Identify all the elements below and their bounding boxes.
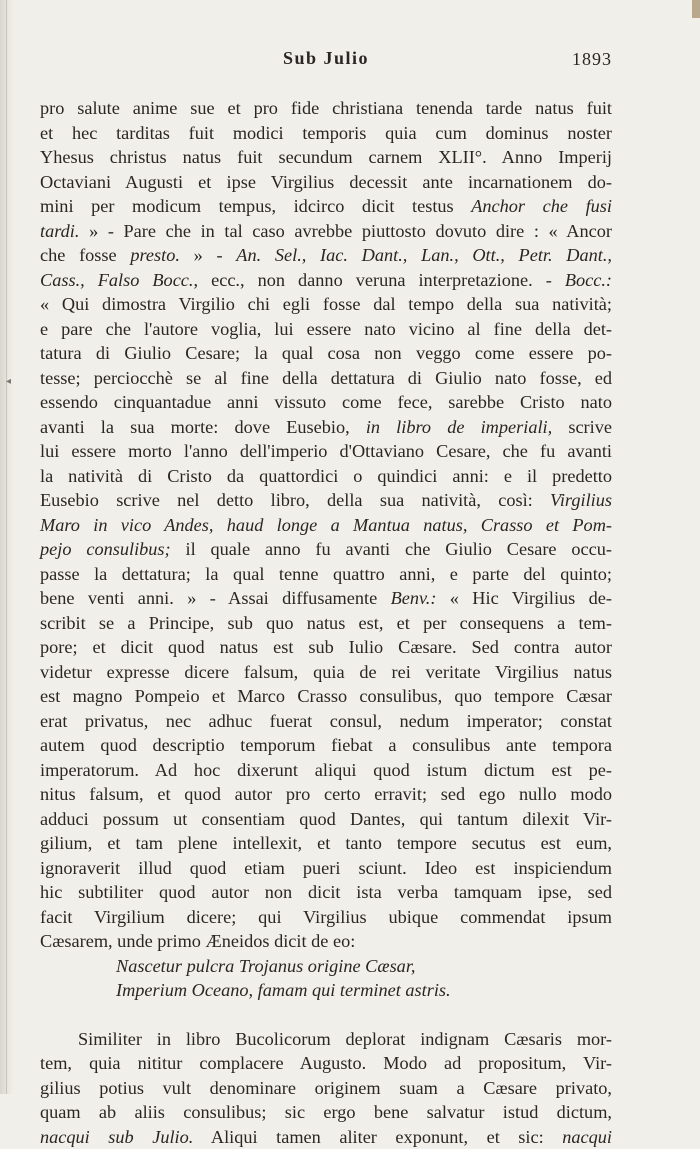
text-segment: « Qui dimostra Virgilio chi egli fosse dal tempo della sua natività; — [40, 294, 612, 314]
text-line — [40, 96, 612, 121]
text-segment: tatura di Giulio Cesare; la qual cosa non veggo come essere po- — [40, 343, 612, 363]
text-line — [40, 660, 612, 685]
text-segment: avanti la sua morte: dove Eusebio, — [40, 417, 366, 437]
page-number: 1893 — [572, 49, 612, 70]
text-segment: videtur expresse dicere falsum, quia de rei veritate Virgilius natus — [40, 662, 612, 682]
binding-fold-line — [6, 0, 7, 1094]
text-segment: pro salute anime sue et pro fide christiana tenenda tarde natus fuit — [40, 98, 612, 118]
text-segment: bene venti anni. » - Assai diffusamente — [40, 588, 391, 608]
text-segment: adduci possum ut consentiam quod Dantes, qui tantum dilexit Vir- — [40, 809, 612, 829]
text-line — [40, 317, 612, 342]
text-segment: la natività di Cristo da quattordici o quindici anni: e il predetto — [40, 466, 612, 486]
italic-segment: Benv.: — [391, 588, 437, 608]
text-line — [40, 880, 612, 905]
text-segment: che fosse — [40, 245, 130, 265]
text-line — [40, 1125, 612, 1149]
text-line — [40, 366, 612, 391]
text-segment: Aliqui tamen aliter exponunt, et sic: — [193, 1127, 562, 1147]
paragraph-gap — [40, 1003, 612, 1027]
italic-segment: nacqui — [562, 1127, 612, 1147]
margin-mark: ◂ — [6, 376, 11, 387]
text-line — [40, 488, 612, 513]
text-segment: imperatorum. Ad hoc dixerunt aliqui quod istum dictum est pe- — [40, 760, 612, 780]
running-title: Sub Julio — [40, 48, 612, 69]
text-line — [40, 243, 612, 268]
text-line — [40, 905, 612, 930]
text-line — [40, 341, 612, 366]
text-segment: hic subtiliter quod autor non dicit ista verba tamquam ipse, sed — [40, 882, 612, 902]
text-segment: Similiter in libro Bucolicorum deplorat indignam Cæsaris mor- — [78, 1029, 612, 1049]
italic-segment: Virgilius — [550, 490, 612, 510]
text-line — [40, 1027, 612, 1052]
verse-line: Imperium Oceano, famam qui terminet astris. — [40, 978, 612, 1003]
text-line — [40, 807, 612, 832]
text-line — [40, 145, 612, 170]
text-segment: erat privatus, nec adhuc fuerat consul, nedum imperator; constat — [40, 711, 612, 731]
italic-segment: An. Sel., Iac. Dant., Lan., Ott., Petr. Dant., — [236, 245, 612, 265]
text-segment: Yhesus christus natus fuit secundum carnem XLII°. Anno Imperij — [40, 147, 612, 167]
text-segment: » - Pare che in tal caso avrebbe piuttosto dovuto dire : « Ancor — [79, 221, 612, 241]
text-segment: et hec tarditas fuit modici temporis quia cum dominus noster — [40, 123, 612, 143]
text-segment: facit Virgilium dicere; qui Virgilius ubique commendat ipsum — [40, 907, 612, 927]
text-line — [40, 1076, 612, 1101]
text-line — [40, 464, 612, 489]
text-segment: essendo cinquantadue anni vissuto come fece, sarebbe Cristo nato — [40, 392, 612, 412]
italic-segment: in libro de imperiali, — [366, 417, 552, 437]
text-segment: tesse; perciocchè se al fine della dettatura di Giulio nato fosse, ed — [40, 368, 612, 388]
italic-segment: presto. — [130, 245, 180, 265]
text-line — [40, 415, 612, 440]
text-segment: tem, quia nititur complacere Augusto. Modo ad propositum, Vir- — [40, 1053, 612, 1073]
text-line — [40, 439, 612, 464]
page-corner-mark — [692, 0, 700, 18]
text-line — [40, 170, 612, 195]
italic-segment: Anchor che fusi — [471, 196, 612, 216]
text-segment: Octaviani Augusti et ipse Virgilius decessit ante incarnationem do- — [40, 172, 612, 192]
text-line — [40, 194, 612, 219]
text-line — [40, 709, 612, 734]
text-segment: pore; et dicit quod natus est sub Iulio Cæsare. Sed contra autor — [40, 637, 612, 657]
text-segment: est magno Pompeio et Marco Crasso consulibus, quo tempore Cæsar — [40, 686, 612, 706]
text-line — [40, 121, 612, 146]
text-segment: il quale anno fu avanti che Giulio Cesare occu- — [171, 539, 612, 559]
text-segment: gilium, et tam plene intellexit, et tanto tempore secutus est eum, — [40, 833, 612, 853]
text-segment: quam ab aliis consulibus; sic ergo bene salvatur istud dictum, — [40, 1102, 612, 1122]
paragraph-commentary — [40, 96, 612, 954]
text-segment: ignoraverit illud quod etiam pueri sciunt. Ideo est inspiciendum — [40, 858, 612, 878]
text-segment: , ecc., non danno veruna interpretazione. - — [194, 270, 565, 290]
text-line — [40, 292, 612, 317]
text-line — [40, 856, 612, 881]
italic-segment: tardi. — [40, 221, 79, 241]
text-segment: Eusebio scrive nel detto libro, della sua natività, così: — [40, 490, 550, 510]
paragraph-similiter — [40, 1027, 612, 1149]
text-segment: » - — [180, 245, 236, 265]
book-binding-edge — [0, 0, 14, 1094]
text-segment: lui essere morto l'anno dell'imperio d'Ottaviano Cesare, che fu avanti — [40, 441, 612, 461]
text-line — [40, 733, 612, 758]
text-line — [40, 758, 612, 783]
text-line — [40, 1051, 612, 1076]
italic-segment: Cass., Falso Bocc. — [40, 270, 194, 290]
page-header — [40, 48, 612, 74]
text-line — [40, 635, 612, 660]
italic-segment: nacqui sub Julio. — [40, 1127, 193, 1147]
text-line — [40, 611, 612, 636]
text-line — [40, 782, 612, 807]
verse-line: Nascetur pulcra Trojanus origine Cæsar, — [40, 954, 612, 979]
text-segment: passe la dettatura; la qual tenne quattro anni, e parte del quinto; — [40, 564, 612, 584]
text-line — [40, 1100, 612, 1125]
text-segment: scrive — [552, 417, 612, 437]
text-segment: mini per modicum tempus, idcirco dicit testus — [40, 196, 471, 216]
text-line — [40, 537, 612, 562]
body-text — [40, 96, 612, 1149]
text-segment: Cæsarem, unde primo Æneidos dicit de eo: — [40, 931, 355, 951]
text-segment: « Hic Virgilius de- — [436, 588, 612, 608]
verse-quotation — [40, 954, 612, 1003]
text-line — [40, 390, 612, 415]
text-line — [40, 513, 612, 538]
text-segment: scribit se a Principe, sub quo natus est, et per consequens a tem- — [40, 613, 612, 633]
italic-segment: Maro in vico Andes, haud longe a Mantua natus, Crasso et Pom- — [40, 515, 612, 535]
text-line — [40, 562, 612, 587]
text-line — [40, 219, 612, 244]
text-line — [40, 831, 612, 856]
text-segment: gilius potius vult denominare originem suam a Cæsare privato, — [40, 1078, 612, 1098]
italic-segment: pejo consulibus; — [40, 539, 171, 559]
text-segment: autem quod descriptio temporum fiebat a consulibus ante tempora — [40, 735, 612, 755]
text-line — [40, 586, 612, 611]
text-line — [40, 929, 612, 954]
text-segment: nitus falsum, et quod autor pro certo erravit; sed ego nullo modo — [40, 784, 612, 804]
text-segment: e pare che l'autore voglia, lui essere nato vicino al fine della det- — [40, 319, 612, 339]
italic-segment: Bocc.: — [565, 270, 612, 290]
text-line — [40, 268, 612, 293]
text-line — [40, 684, 612, 709]
